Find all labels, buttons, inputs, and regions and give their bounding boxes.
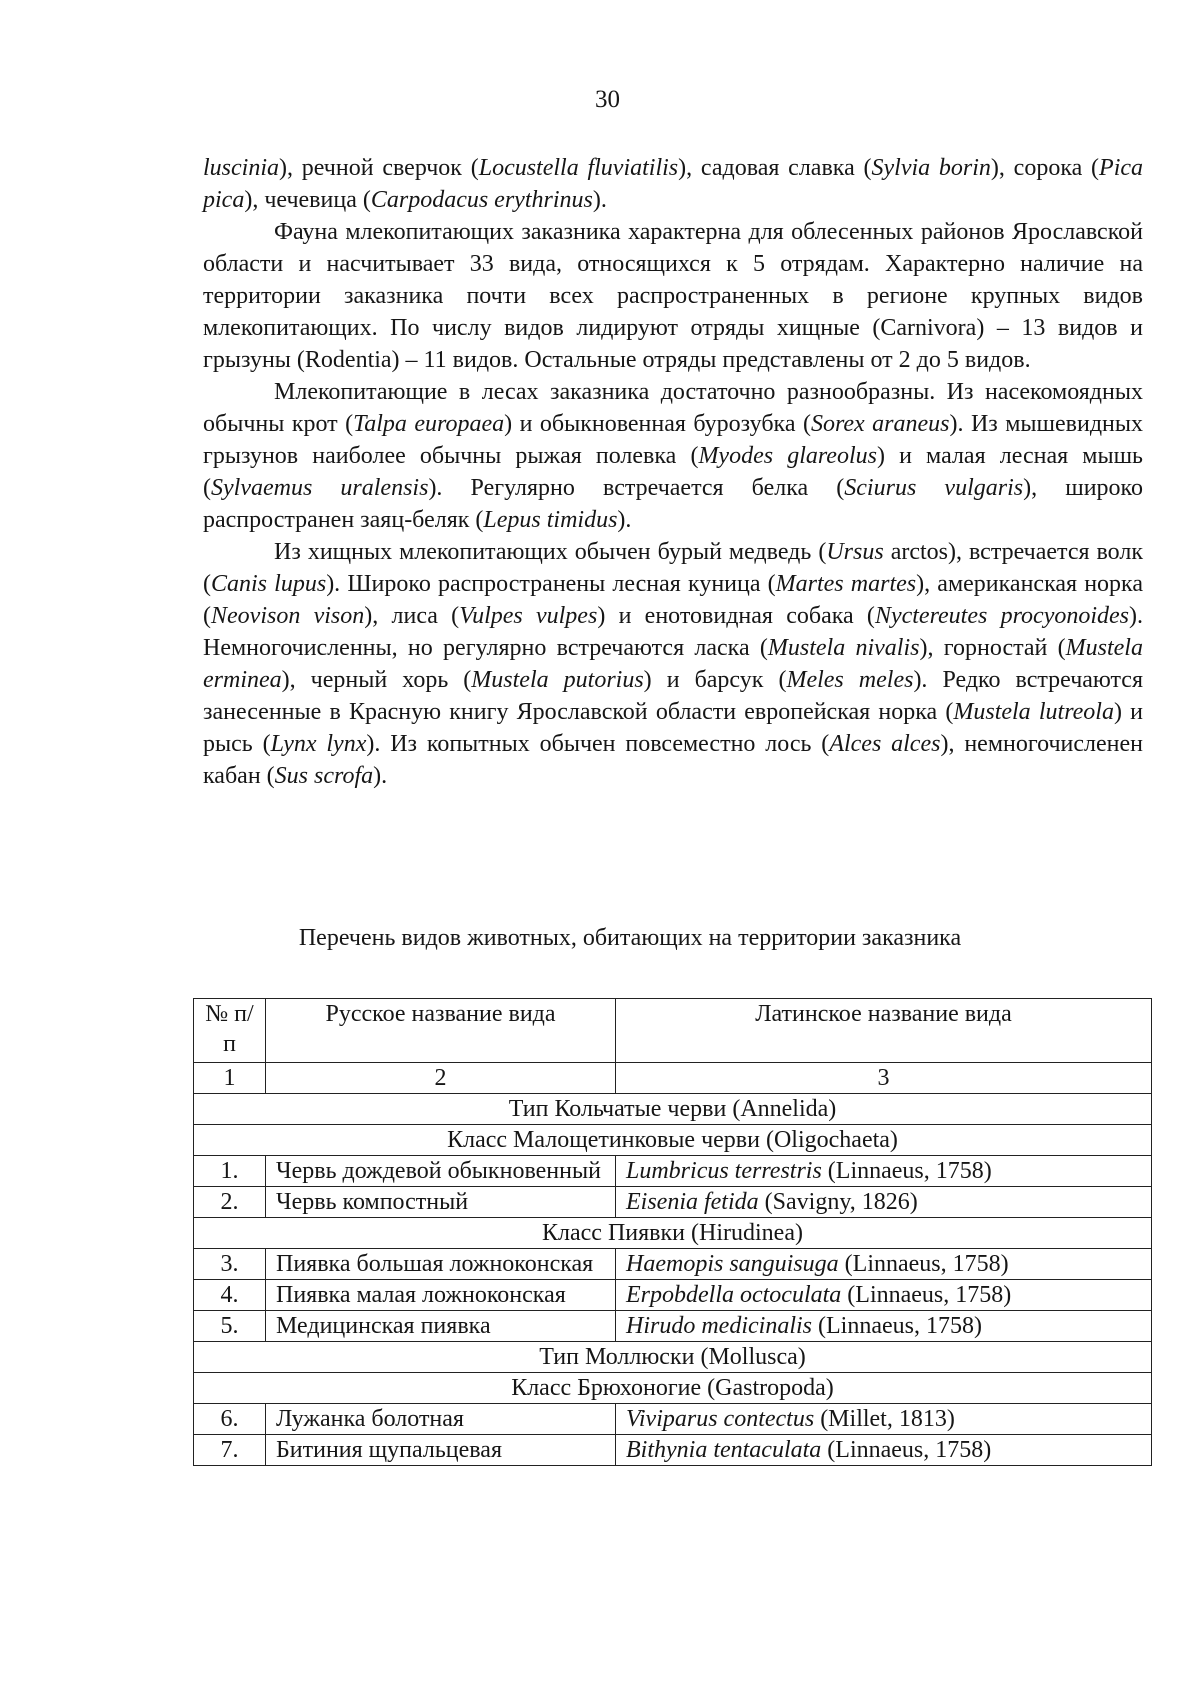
species-row <box>194 1187 1152 1218</box>
latin-term: Sciurus vulgaris <box>844 475 1024 501</box>
species-row <box>194 1435 1152 1466</box>
text-run: Млекопитающие в лесах заказника достаточно разнообразны. Из насекомоядных обычны крот ( <box>203 379 1143 437</box>
species-latin-name: Eisenia fetida <box>626 1189 759 1215</box>
text-run: ), речной сверчок ( <box>279 155 479 181</box>
latin-term: Talpa europaea <box>353 411 505 437</box>
latin-term: Lepus timidus <box>483 507 618 533</box>
text-run: ) и рысь ( <box>203 699 1143 757</box>
latin-term: Sus scrofa <box>274 763 374 789</box>
text-run: ), черный хорь ( <box>281 667 472 693</box>
species-number: 2. <box>194 1187 266 1218</box>
species-author: (Linnaeus, 1758) <box>812 1313 982 1339</box>
latin-term: Ursus <box>826 539 884 565</box>
species-row <box>194 1156 1152 1187</box>
taxon-group-label: Класс Пиявки (Hirudinea) <box>194 1218 1152 1249</box>
species-number: 6. <box>194 1404 266 1435</box>
text-run: ) и барсук ( <box>643 667 787 693</box>
species-latin-cell <box>616 1311 1152 1342</box>
text-run: ). Из мышевидных грызунов наиболее обычны рыжая полевка ( <box>203 411 1144 469</box>
species-latin-cell <box>616 1249 1152 1280</box>
latin-term: Mustela putorius <box>471 667 644 693</box>
paragraph <box>203 536 1143 792</box>
taxon-group-row <box>194 1094 1152 1125</box>
header-latin-name: Латинское название вида <box>616 999 1152 1063</box>
species-russian-name: Червь дождевой обыкновенный <box>266 1156 616 1187</box>
species-russian-name: Битиния щупальцевая <box>266 1435 616 1466</box>
species-row <box>194 1404 1152 1435</box>
species-latin-name: Haemopis sanguisuga <box>626 1251 839 1277</box>
latin-term: Sylvaemus uralensis <box>211 475 429 501</box>
species-latin-cell <box>616 1280 1152 1311</box>
latin-term: Canis lupus <box>211 571 327 597</box>
species-author: (Linnaeus, 1758) <box>821 1158 992 1184</box>
species-number: 5. <box>194 1311 266 1342</box>
page-number: 30 <box>595 86 620 113</box>
species-russian-name: Пиявка малая ложноконская <box>266 1280 616 1311</box>
species-russian-name: Пиявка большая ложноконская <box>266 1249 616 1280</box>
latin-term: Lynx lynx <box>270 731 367 757</box>
species-author: (Linnaeus, 1758) <box>838 1251 1009 1277</box>
column-number-row <box>194 1063 1152 1094</box>
table-body <box>194 1094 1152 1466</box>
species-latin-name: Viviparus contectus <box>626 1406 815 1432</box>
text-run: ). <box>373 763 388 789</box>
latin-term: Mustela lutreola <box>953 699 1114 725</box>
species-author: (Linnaeus, 1758) <box>841 1282 1012 1308</box>
text-run: ) и обыкновенная бурозубка ( <box>504 411 811 437</box>
latin-term: Nyctereutes procyonoides <box>874 603 1130 629</box>
header-num: № п/п <box>194 999 266 1063</box>
text-run: ). Редко встречаются занесенные в Красную книгу Ярославской области европейская норка ( <box>203 667 1143 725</box>
text-run: ), чечевица ( <box>244 187 371 213</box>
taxon-group-row <box>194 1342 1152 1373</box>
text-run: ). Регулярно встречается белка ( <box>428 475 845 501</box>
species-latin-cell <box>616 1187 1152 1218</box>
species-latin-name: Erpobdella octoculata <box>626 1282 842 1308</box>
species-author: (Millet, 1813) <box>814 1406 955 1432</box>
species-latin-cell <box>616 1435 1152 1466</box>
text-run: ), горностай ( <box>919 635 1066 661</box>
text-run: Из хищных млекопитающих обычен бурый медведь ( <box>274 539 827 565</box>
latin-term: Meles meles <box>786 667 914 693</box>
latin-term: luscinia <box>203 155 279 181</box>
taxon-group-label: Класс Малощетинковые черви (Oligochaeta) <box>194 1125 1152 1156</box>
species-latin-name: Hirudo medicinalis <box>626 1313 812 1339</box>
text-run: ), сорока ( <box>990 155 1100 181</box>
text-run: ) и малая лесная мышь ( <box>203 443 1144 501</box>
taxon-group-row <box>194 1218 1152 1249</box>
column-number-3: 3 <box>616 1063 1152 1094</box>
latin-term: Sorex araneus <box>810 411 950 437</box>
species-number: 4. <box>194 1280 266 1311</box>
latin-term: Vulpes vulpes <box>459 603 598 629</box>
taxon-group-label: Тип Кольчатые черви (Annelida) <box>194 1094 1152 1125</box>
text-run: ), садовая славка ( <box>678 155 872 181</box>
latin-term: Alces alces <box>829 731 941 757</box>
latin-term: Mustela nivalis <box>767 635 920 661</box>
text-run: ), американская норка ( <box>203 571 1144 629</box>
paragraph <box>203 376 1143 536</box>
column-number-1: 1 <box>194 1063 266 1094</box>
taxon-group-row <box>194 1373 1152 1404</box>
latin-term: Carpodacus erythrinus <box>370 187 593 213</box>
species-row <box>194 1280 1152 1311</box>
latin-term: Myodes glareolus <box>698 443 877 469</box>
species-russian-name: Червь компостный <box>266 1187 616 1218</box>
species-number: 7. <box>194 1435 266 1466</box>
species-number: 1. <box>194 1156 266 1187</box>
text-run: ). <box>592 187 607 213</box>
latin-term: Neovison vison <box>211 603 365 629</box>
text-run: arctos), встречается волк ( <box>203 539 1143 597</box>
taxon-group-label: Класс Брюхоногие (Gastropoda) <box>194 1373 1152 1404</box>
paragraph <box>203 216 1143 376</box>
species-author: (Linnaeus, 1758) <box>821 1437 992 1463</box>
text-run: ). Широко распространены лесная куница ( <box>326 571 776 597</box>
latin-term: Locustella fluviatilis <box>478 155 679 181</box>
table-header-row <box>194 999 1152 1063</box>
species-row <box>194 1311 1152 1342</box>
text-run: ). Из копытных обычен повсеместно лось ( <box>366 731 830 757</box>
species-table <box>193 998 1152 1466</box>
species-row <box>194 1249 1152 1280</box>
column-number-2: 2 <box>266 1063 616 1094</box>
text-run: Фауна млекопитающих заказника характерна для облесенных районов Ярославской области и насчитывает 33 вида, относящихся к 5 отрядам. Характерно наличие на территории заказника почти всех распространенных в регионе крупных видов млекопитающих. По числу видов лидируют отряды хищные (Carnivora) – 13 видов и грызуны (Rodentia) – 11 видов. Остальные отряды представлены от 2 до 5 видов. <box>203 219 1143 373</box>
species-latin-name: Bithynia tentaculata <box>626 1437 822 1463</box>
paragraph <box>203 152 1143 216</box>
species-latin-name: Lumbricus terrestris <box>626 1158 822 1184</box>
body-text <box>203 152 1143 792</box>
latin-term: Pica pica <box>203 155 1144 213</box>
latin-term: Sylvia borin <box>871 155 991 181</box>
species-latin-cell <box>616 1156 1152 1187</box>
text-run: ), лиса ( <box>364 603 460 629</box>
species-author: (Savigny, 1826) <box>758 1189 918 1215</box>
text-run: ). <box>617 507 632 533</box>
text-run: ) и енотовидная собака ( <box>597 603 875 629</box>
table-title: Перечень видов животных, обитающих на территории заказника <box>298 925 962 951</box>
species-russian-name: Лужанка болотная <box>266 1404 616 1435</box>
taxon-group-label: Тип Моллюски (Mollusca) <box>194 1342 1152 1373</box>
text-run: ). Немногочисленны, но регулярно встречаются ласка ( <box>203 603 1144 661</box>
taxon-group-row <box>194 1125 1152 1156</box>
species-latin-cell <box>616 1404 1152 1435</box>
header-russian-name: Русское название вида <box>266 999 616 1063</box>
latin-term: Mustela erminea <box>203 635 1143 693</box>
species-russian-name: Медицинская пиявка <box>266 1311 616 1342</box>
text-run: ), широко распространен заяц-беляк ( <box>203 475 1143 533</box>
text-run: ), немногочисленен кабан ( <box>203 731 1144 789</box>
latin-term: Martes martes <box>775 571 917 597</box>
species-number: 3. <box>194 1249 266 1280</box>
